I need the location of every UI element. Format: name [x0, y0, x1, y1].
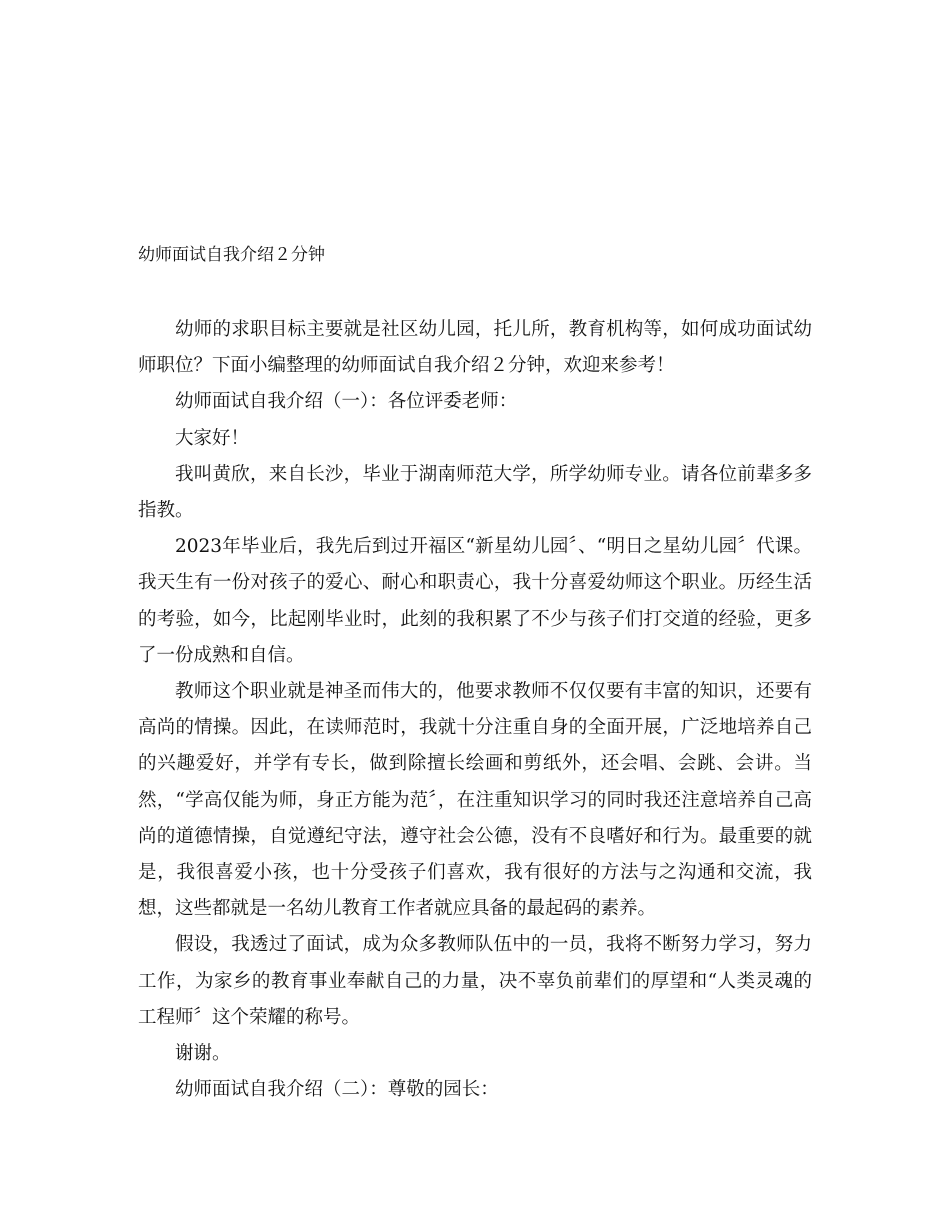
paragraph-commitment: 假设，我透过了面试，成为众多教师队伍中的一员，我将不断努力学习，努力工作，为家乡的教育事业奉献自己的力量，决不辜负前辈们的厚望和“人类灵魂的工程师〞这个荣耀的称号。	[138, 934, 812, 1028]
paragraph-thanks: 谢谢。	[175, 1043, 231, 1065]
paragraph-experience: 2023年毕业后，我先后到过开福区“新星幼儿园〞、“明日之星幼儿园〞代课。我天生有一份对孩子的爱心、耐心和职责心，我十分喜爱幼师这个职业。历经生活的考验，如今，比起刚毕业时，此刻的我积累了不少与孩子们打交道的经验，更多了一份成熟和自信。	[138, 536, 812, 666]
paragraph-section-two-heading: 幼师面试自我介绍（二）：尊敬的园长：	[175, 1079, 499, 1101]
paragraph-section-one-heading: 幼师面试自我介绍（一）：各位评委老师：	[175, 391, 518, 413]
document-body	[138, 312, 812, 1108]
paragraph-qualities: 教师这个职业就是神圣而伟大的，他要求教师不仅仅要有丰富的知识，还要有高尚的情操。因此，在读师范时，我就十分注重自身的全面开展，广泛地培养自己的兴趣爱好，并学有专长，做到除擅长绘画和剪纸外，还会唱、会跳、会讲。当然，“学高仅能为师，身正方能为范〞，在注重知识学习的同时我还注意培养自己高尚的道德情操，自觉遵纪守法，遵守社会公德，没有不良嗜好和行为。最重要的就是，我很喜爱小孩，也十分受孩子们喜欢，我有很好的方法与之沟通和交流，我想，这些都就是一名幼儿教育工作者就应具备的最起码的素养。	[138, 681, 812, 920]
document-title: 幼师面试自我介绍２分钟	[138, 245, 325, 265]
paragraph-greeting: 大家好！	[175, 427, 250, 449]
paragraph-intro: 幼师的求职目标主要就是社区幼儿园，托儿所，教育机构等，如何成功面试幼师职位？下面小编整理的幼师面试自我介绍２分钟，欢迎来参考！	[138, 319, 812, 377]
paragraph-self-introduction: 我叫黄欣，来自长沙，毕业于湖南师范大学，所学幼师专业。请各位前辈多多指教。	[138, 463, 812, 522]
